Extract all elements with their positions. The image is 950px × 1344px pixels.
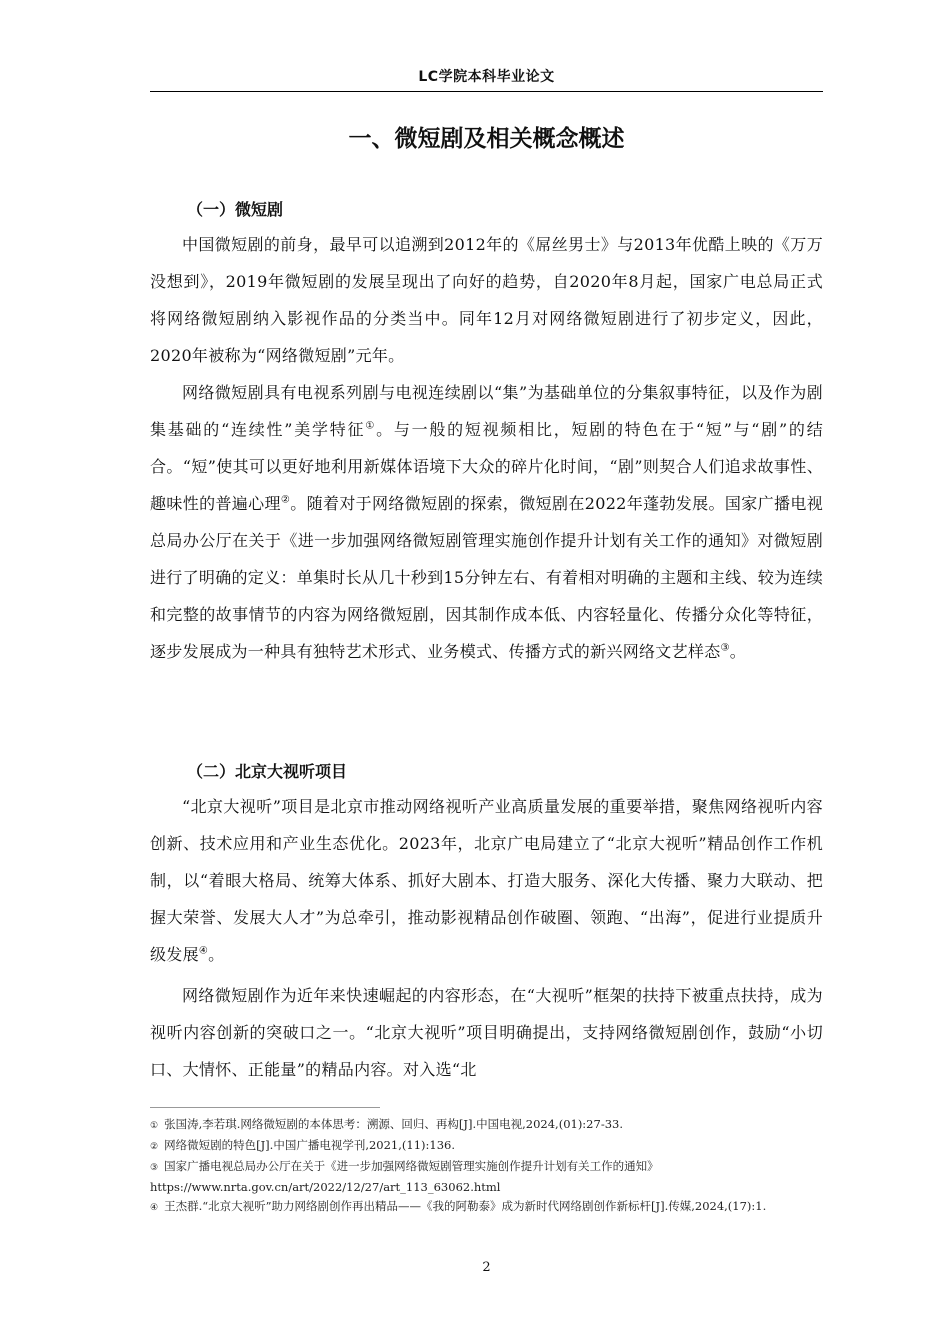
footnote-divider xyxy=(150,1107,380,1108)
footnote-text: 国家广播电视总局办公厅在关于《进一步加强网络微短剧管理实施创作提升计划有关工作的通知》 xyxy=(164,1159,659,1173)
footnote-ref-4[interactable]: ④ xyxy=(198,945,209,957)
footnote-mark: ② xyxy=(150,1142,159,1152)
footnote-ref-1[interactable]: ① xyxy=(365,420,377,432)
footnote-3 xyxy=(150,1157,823,1197)
chapter-title: 一、微短剧及相关概念概述 xyxy=(348,126,625,152)
footnotes xyxy=(150,1115,823,1218)
footnote-ref-2[interactable]: ② xyxy=(280,494,291,506)
footnote-mark: ③ xyxy=(150,1163,159,1173)
page-header-title: LC学院本科毕业论文 xyxy=(418,69,555,85)
footnote-mark: ① xyxy=(150,1121,159,1131)
paragraph-text: 网络微短剧具有电视系列剧与电视连续剧以“集”为基础单位的分集叙事特征，以及作为剧集基础的“连续性”美学特征 xyxy=(150,383,823,439)
footnote-text: 网络微短剧的特色[J].中国广播电视学刊,2021,(11):136. xyxy=(164,1138,455,1152)
footnote-2 xyxy=(150,1136,823,1157)
section-micro-drama-body xyxy=(150,226,823,670)
paragraph-text: 。随着对于网络微短剧的探索，微短剧在2022年蓬勃发展。国家广播电视总局办公厅在关于《进一步加强网络微短剧管理实施创作提升计划有关工作的通知》对微短剧进行了明确的定义：单集时长从几十秒到15分钟左右、有着相对明确的主题和主线、较为连续和完整的故事情节的内容为网络微短剧，因其制作成本低、内容轻量化、传播分众化等特征，逐步发展成为一种具有独特艺术形式、业务模式、传播方式的新兴网络文艺样态 xyxy=(150,494,824,661)
footnote-4 xyxy=(150,1197,823,1218)
footnote-ref-3[interactable]: ③ xyxy=(720,642,730,654)
section-beijing-audiovisual-body xyxy=(150,788,823,1088)
footnote-mark: ④ xyxy=(150,1203,159,1213)
page-number: 2 xyxy=(482,1260,491,1275)
footnote-1 xyxy=(150,1115,823,1136)
paragraph: 网络微短剧作为近年来快速崛起的内容形态，在“大视听”框架的扶持下被重点扶持，成为视听内容创新的突破口之一。“北京大视听”项目明确提出，支持网络微短剧创作，鼓励“小切口、大情怀、正能量”的精品内容。对入选“北 xyxy=(150,986,823,1079)
footnote-url-link[interactable]: https://www.nrta.gov.cn/art/2022/12/27/art_113_63062.html xyxy=(150,1180,501,1194)
section-heading-micro-drama: （一）微短剧 xyxy=(187,200,284,219)
paragraph xyxy=(150,788,823,973)
paragraph xyxy=(150,374,823,670)
footnote-text: 王杰群.“北京大视听”助力网络剧创作再出精品——《我的阿勒泰》成为新时代网络剧创作新标杆[J].传媒,2024,(17):1. xyxy=(164,1199,767,1213)
paragraph-text: 。 xyxy=(208,945,225,964)
footnote-text: 张国涛,李若琪.网络微短剧的本体思考：溯源、回归、再构[J].中国电视,2024,(01):27-33. xyxy=(164,1117,623,1131)
paragraph-text: “北京大视听”项目是北京市推动网络视听产业高质量发展的重要举措，聚焦网络视听内容创新、技术应用和产业生态优化。2023年，北京广电局建立了“北京大视听”精品创作工作机制，以“着眼大格局、统筹大体系、抓好大剧本、打造大服务、深化大传播、聚力大联动、把握大荣誉、发展大人才”为总牵引，推动影视精品创作破圈、领跑、“出海”，促进行业提质升级发展 xyxy=(150,797,823,964)
paragraph-text: 。 xyxy=(729,642,747,661)
section-heading-beijing-audiovisual: （二）北京大视听项目 xyxy=(187,762,348,781)
header-divider xyxy=(150,91,823,92)
paragraph-text: 。与一般的短视频相比，短剧的特色在于“短”与“剧”的结合。“短”使其可以更好地利用新媒体语境下大众的碎片化时间，“剧”则契合人们追求故事性、趣味性的普遍心理 xyxy=(150,420,823,513)
paragraph: 中国微短剧的前身，最早可以追溯到2012年的《屌丝男士》与2013年优酷上映的《万万没想到》，2019年微短剧的发展呈现出了向好的趋势，自2020年8月起，国家广电总局正式将网络微短剧纳入影视作品的分类当中。同年12月对网络微短剧进行了初步定义，因此，2020年被称为“网络微短剧”元年。 xyxy=(150,235,823,365)
